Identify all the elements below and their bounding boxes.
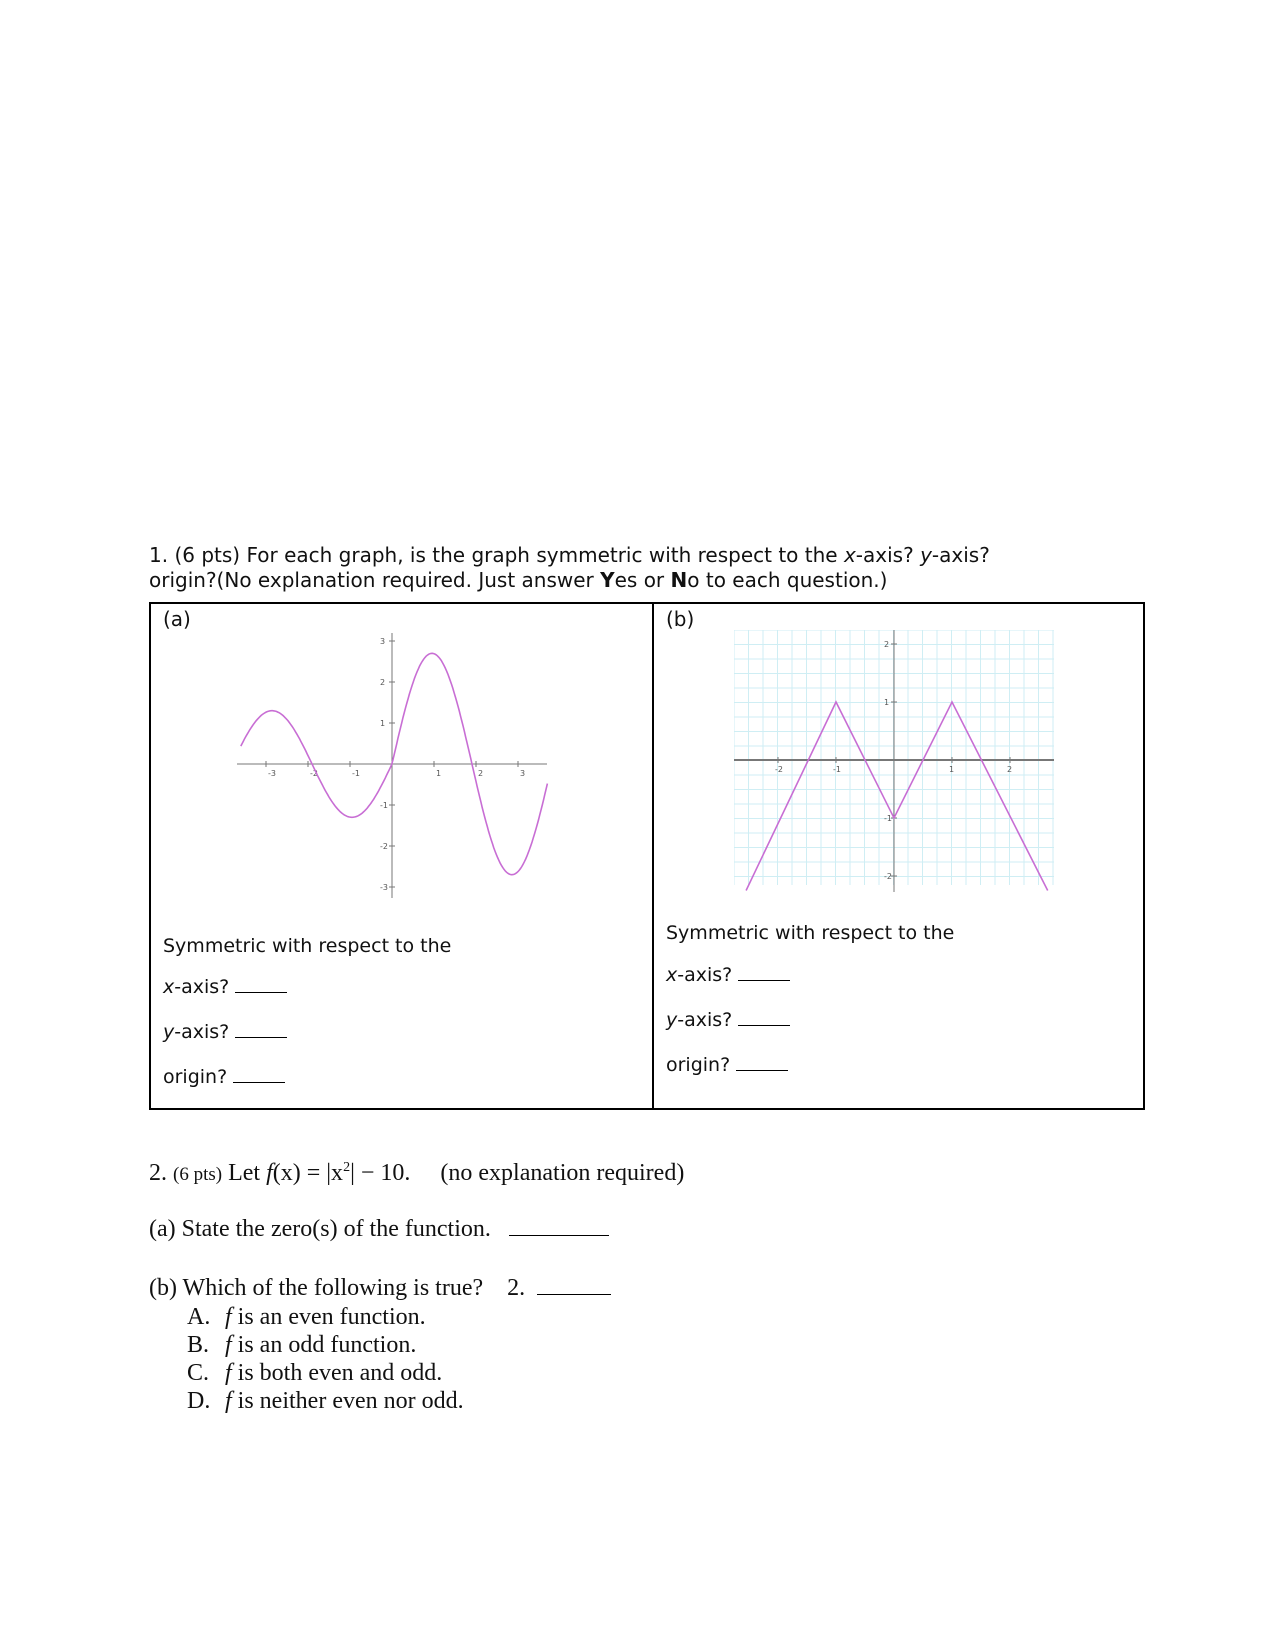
option-b bbox=[187, 1331, 464, 1359]
option-text: is both even and odd. bbox=[231, 1360, 443, 1386]
option-letter: B. bbox=[187, 1332, 210, 1358]
question-1-prompt bbox=[149, 543, 1149, 593]
graph-a-sine-curve bbox=[237, 628, 597, 918]
graph-a-cell bbox=[151, 604, 654, 1108]
graph-b-y-tick-label: -1 bbox=[884, 814, 892, 823]
option-var: f bbox=[225, 1332, 232, 1358]
option-text: is neither even nor odd. bbox=[231, 1388, 464, 1414]
option-var: f bbox=[225, 1304, 232, 1330]
option-letter: D. bbox=[187, 1388, 211, 1414]
graph-a-y-tick-label: -2 bbox=[380, 842, 388, 851]
graph-b-y-tick-label: 1 bbox=[884, 698, 890, 707]
graph-b-label: (b) bbox=[666, 607, 695, 631]
graph-b-cell bbox=[654, 604, 1143, 1108]
graph-a-x-tick-label: 2 bbox=[478, 769, 484, 778]
part-a-answer-blank[interactable] bbox=[509, 1233, 609, 1236]
graph-b-sym-title: Symmetric with respect to the bbox=[666, 922, 955, 944]
option-text: is an odd function. bbox=[231, 1332, 417, 1358]
part-b-options bbox=[187, 1303, 464, 1415]
option-var: f bbox=[225, 1388, 232, 1414]
graph-a-x-answer-blank[interactable] bbox=[235, 990, 287, 993]
graph-a-y-tick-label: 2 bbox=[380, 678, 386, 687]
graph-a-y-axis-question: y-axis? bbox=[163, 1021, 287, 1043]
graph-b-y-answer-blank[interactable] bbox=[738, 1023, 790, 1026]
option-var: f bbox=[225, 1360, 232, 1386]
question-2-part-a: (a) State the zero(s) of the function. bbox=[149, 1216, 609, 1243]
graph-b-x-tick-label: 2 bbox=[1007, 765, 1013, 774]
graph-a-x-tick-label: -2 bbox=[310, 769, 318, 778]
graph-b-y-tick-label: 2 bbox=[884, 640, 890, 649]
graph-a-y-tick-label: -1 bbox=[380, 801, 388, 810]
graph-b-x-tick-label: -2 bbox=[775, 765, 783, 774]
graph-b-y-axis-question: y-axis? bbox=[666, 1009, 790, 1031]
graph-b-y-tick-label: -2 bbox=[884, 872, 892, 881]
option-letter: C. bbox=[187, 1360, 210, 1386]
graph-a-x-tick-label: -1 bbox=[352, 769, 360, 778]
option-text: is an even function. bbox=[231, 1304, 426, 1330]
graph-a-origin-answer-blank[interactable] bbox=[233, 1080, 285, 1083]
option-c bbox=[187, 1359, 464, 1387]
question-2-part-b: (b) Which of the following is true? 2. bbox=[149, 1275, 611, 1302]
question-2-prompt: 2. (6 pts) Let $f(x) = |x^2| - 10$. (no explanation required) bbox=[149, 1160, 685, 1186]
option-a bbox=[187, 1303, 464, 1331]
graph-b-x-answer-blank[interactable] bbox=[738, 978, 790, 981]
graph-a-y-answer-blank[interactable] bbox=[235, 1035, 287, 1038]
graph-a-x-axis-question: x-axis? bbox=[163, 976, 287, 998]
option-letter: A. bbox=[187, 1304, 211, 1330]
graph-b-zigzag-curve bbox=[734, 630, 1064, 900]
graph-b-x-tick-label: -1 bbox=[833, 765, 841, 774]
graph-a-y-tick-label: 1 bbox=[380, 719, 386, 728]
graph-a-origin-question: origin? bbox=[163, 1066, 285, 1088]
question-1-line-2: origin?(No explanation required. Just answer Yes or No to each question.) bbox=[149, 568, 888, 592]
graph-b-x-tick-label: 1 bbox=[949, 765, 955, 774]
graph-a-y-tick-label: 3 bbox=[380, 637, 386, 646]
graph-a-sym-title: Symmetric with respect to the bbox=[163, 935, 452, 957]
part-b-answer-blank[interactable] bbox=[537, 1292, 611, 1295]
question-1-line-1: 1. (6 pts) For each graph, is the graph symmetric with respect to the x-axis? y-axis? bbox=[149, 543, 990, 567]
graph-a-x-tick-label: -3 bbox=[268, 769, 276, 778]
graph-a-label: (a) bbox=[163, 607, 191, 631]
option-d bbox=[187, 1387, 464, 1415]
graph-b-origin-answer-blank[interactable] bbox=[736, 1068, 788, 1071]
graph-b-x-axis-question: x-axis? bbox=[666, 964, 790, 986]
graph-b-origin-question: origin? bbox=[666, 1054, 788, 1076]
graph-a-x-tick-label: 1 bbox=[436, 769, 442, 778]
graph-a-y-tick-label: -3 bbox=[380, 883, 388, 892]
graphs-table bbox=[149, 602, 1145, 1110]
graph-a-x-tick-label: 3 bbox=[520, 769, 526, 778]
